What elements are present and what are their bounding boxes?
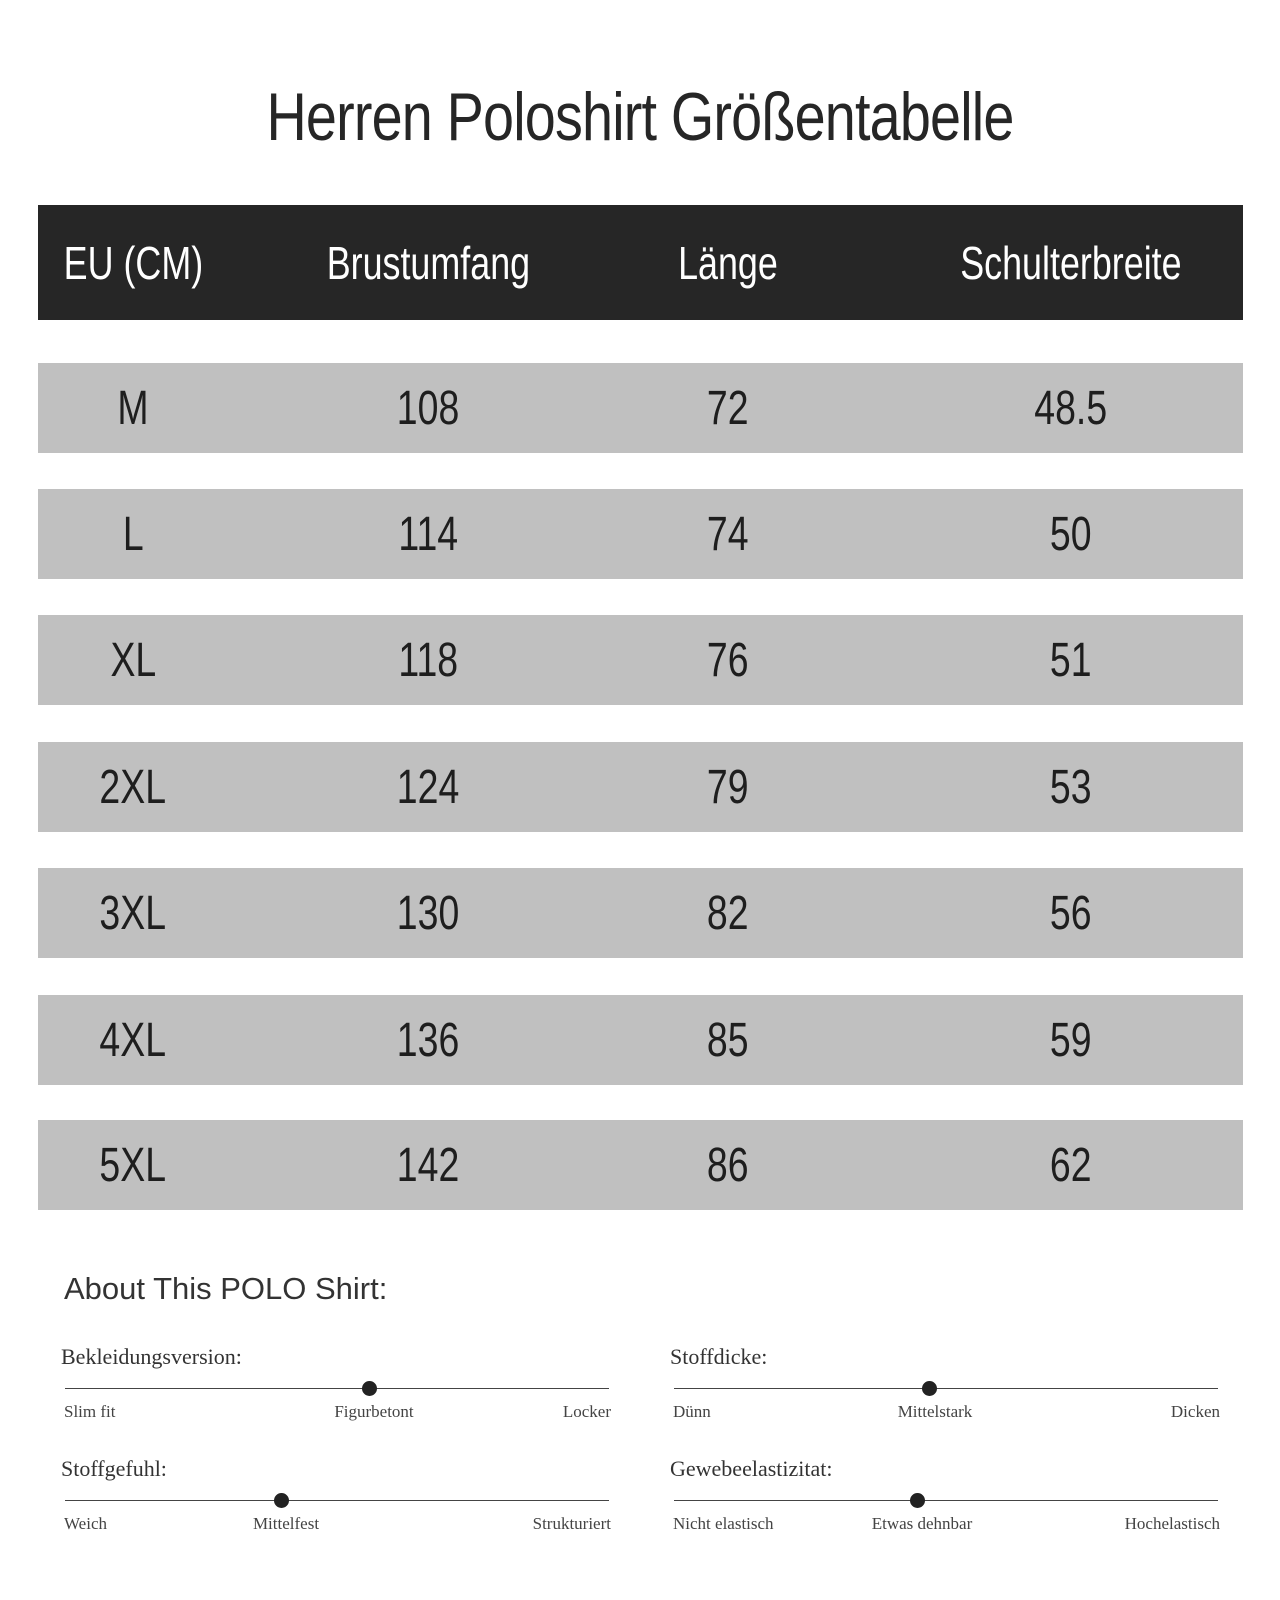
size-cell: XL: [110, 633, 156, 687]
about-title: About This POLO Shirt:: [64, 1271, 388, 1306]
scale-option: Figurbetont: [334, 1402, 414, 1421]
length-cell: 79: [707, 760, 749, 814]
header-cell-length: Länge: [678, 236, 778, 289]
scale-label: Gewebeelastizitat:: [670, 1456, 833, 1481]
fit-scale: [61, 1344, 609, 1454]
scale-track: [65, 1500, 609, 1501]
length-cell: 72: [707, 381, 749, 435]
scale-option: Etwas dehnbar: [871, 1514, 973, 1533]
shoulder-cell: 56: [1049, 886, 1092, 940]
elasticity-scale: [670, 1456, 1218, 1566]
scale-option: Mittelfest: [252, 1514, 320, 1533]
table-row: [38, 995, 1243, 1085]
shoulder-cell: 50: [1049, 507, 1092, 561]
scale-option: Mittelstark: [897, 1402, 973, 1421]
thickness-scale: [670, 1344, 1218, 1454]
chest-cell: 130: [396, 886, 460, 940]
length-cell: 85: [707, 1013, 749, 1067]
length-cell: 86: [707, 1138, 749, 1192]
scale-marker: [910, 1493, 925, 1508]
feel-scale: [61, 1456, 609, 1566]
table-row: [38, 363, 1243, 453]
table-row: [38, 868, 1243, 958]
shoulder-cell: 62: [1049, 1138, 1092, 1192]
size-cell: M: [117, 381, 149, 435]
scale-option: Weich: [64, 1514, 107, 1533]
chest-cell: 108: [396, 381, 460, 435]
page-title: Herren Poloshirt Größentabelle: [266, 79, 1014, 155]
scale-option: Slim fit: [64, 1402, 116, 1421]
scale-option: Hochelastisch: [1124, 1514, 1220, 1533]
size-cell: 4XL: [99, 1013, 167, 1067]
chest-cell: 136: [396, 1013, 460, 1067]
scale-label: Stoffgefuhl:: [61, 1456, 167, 1481]
chest-cell: 124: [396, 760, 460, 814]
scale-label: Stoffdicke:: [670, 1344, 768, 1369]
length-cell: 76: [707, 633, 749, 687]
scale-marker: [922, 1381, 937, 1396]
header-cell-shoulder: Schulterbreite: [959, 236, 1182, 289]
table-header: [38, 205, 1243, 320]
scale-track: [674, 1500, 1218, 1501]
scale-track: [65, 1388, 609, 1389]
scale-marker: [362, 1381, 377, 1396]
size-cell: L: [122, 507, 144, 561]
table-row: [38, 742, 1243, 832]
scale-marker: [274, 1493, 289, 1508]
size-cell: 5XL: [99, 1138, 167, 1192]
scale-option: Nicht elastisch: [673, 1514, 774, 1533]
shoulder-cell: 51: [1049, 633, 1092, 687]
chest-cell: 118: [398, 633, 458, 687]
scale-option: Strukturiert: [532, 1514, 611, 1533]
shoulder-cell: 53: [1049, 760, 1092, 814]
shoulder-cell: 48.5: [1034, 381, 1107, 435]
scale-label: Bekleidungsversion:: [61, 1344, 242, 1369]
size-cell: 3XL: [99, 886, 167, 940]
header-cell-chest: Brustumfang: [326, 236, 530, 289]
chest-cell: 114: [398, 507, 458, 561]
length-cell: 82: [707, 886, 749, 940]
header-cell-size: EU (CM): [63, 236, 203, 289]
chest-cell: 142: [396, 1138, 460, 1192]
table-row: [38, 489, 1243, 579]
shoulder-cell: 59: [1049, 1013, 1092, 1067]
scale-option: Dicken: [1170, 1402, 1220, 1421]
scale-option: Dünn: [673, 1402, 711, 1421]
scale-option: Locker: [562, 1402, 611, 1421]
table-row: [38, 1120, 1243, 1210]
length-cell: 74: [707, 507, 749, 561]
table-row: [38, 615, 1243, 705]
size-cell: 2XL: [99, 760, 167, 814]
scale-track: [674, 1388, 1218, 1389]
